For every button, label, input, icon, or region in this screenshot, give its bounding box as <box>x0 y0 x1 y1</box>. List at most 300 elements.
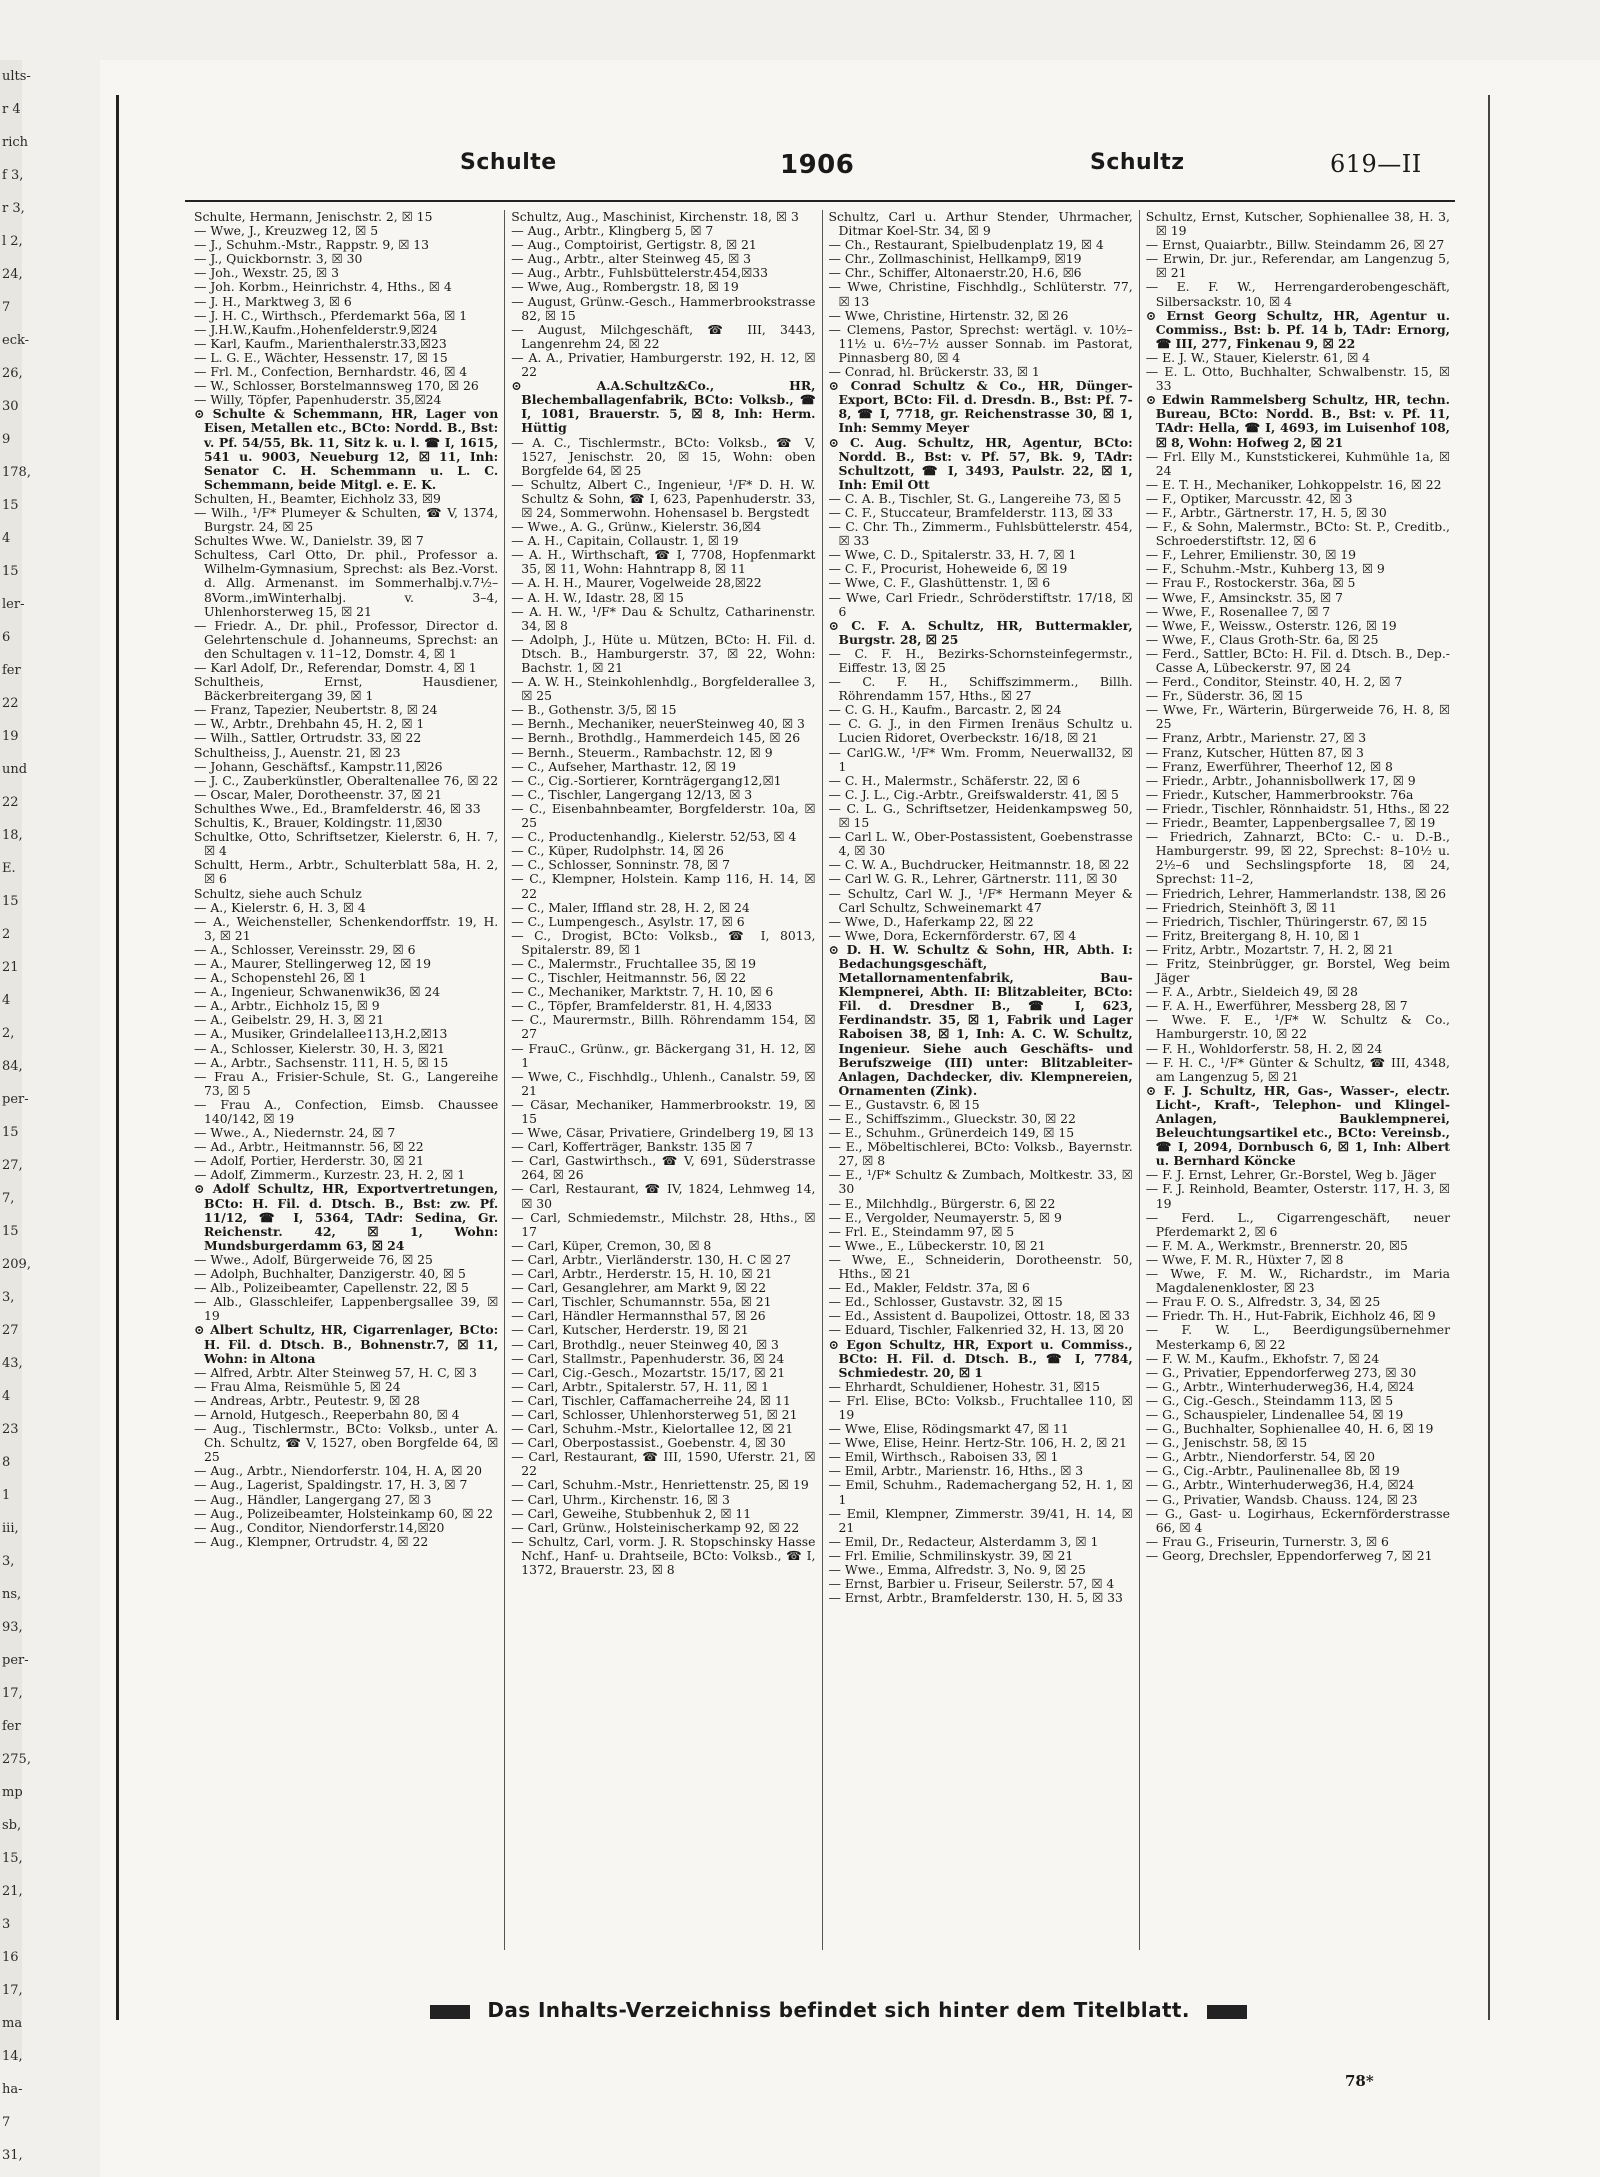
directory-entry: — Wwe, D., Haferkamp 22, ☒ 22 <box>828 913 1034 929</box>
prev-page-fragment: 4 <box>2 531 11 546</box>
directory-entry: — A. A., Privatier, Hamburgerstr. 192, H. 12, ☒ 22 <box>511 349 816 380</box>
directory-entry: ⊙ C. Aug. Schultz, HR, Agentur, BCto: Nordd. B., Bst: v. Pf. 57, Bk. 9, TAdr: Schultzott, ☎ I, 3493, Paulstr. 22, ☒ 1, Inh: Emil Ott <box>828 434 1133 492</box>
directory-entry: — Arnold, Hutgesch., Reeperbahn 80, ☒ 4 <box>194 1406 460 1422</box>
prev-page-fragment: 15 <box>2 498 19 513</box>
directory-entry: — Carl, Uhrm., Kirchenstr. 16, ☒ 3 <box>511 1491 730 1507</box>
prev-page-fragment: 3, <box>2 1554 15 1569</box>
directory-entry: ⊙ Albert Schultz, HR, Cigarrenlager, BCto: H. Fil. d. Dtsch. B., Bohnenstr.7, ☒ 11, Wohn: in Altona <box>194 1322 499 1366</box>
directory-entry: — Erwin, Dr. jur., Referendar, am Langenzug 5, ☒ 21 <box>1145 251 1450 281</box>
directory-entry: — Carl L. W., Ober-Postassistent, Goebenstrasse 4, ☒ 30 <box>828 829 1133 859</box>
directory-entry: — Frau A., Confection, Eimsb. Chaussee 140/142, ☒ 19 <box>194 1096 499 1126</box>
directory-entry: — Wwe, Carl Friedr., Schröderstiftstr. 17/18, ☒ 6 <box>828 589 1133 619</box>
directory-entry: — C. G. J., in den Firmen Irenäus Schultz u. Lucien Ridoret, Overbeckstr. 16/18, ☒ 21 <box>828 716 1133 746</box>
directory-entry: — J. C., Zauberkünstler, Oberaltenallee 76, ☒ 22 <box>194 772 499 788</box>
directory-entry: — A., Maurer, Stellingerweg 12, ☒ 19 <box>194 955 431 971</box>
directory-entry: — C., Lumpengesch., Asylstr. 17, ☒ 6 <box>511 913 745 929</box>
directory-entry: — J.H.W.,Kaufm.,Hohenfelderstr.9,☒24 <box>194 321 438 337</box>
directory-entry: — Wwe, J., Kreuzweg 12, ☒ 5 <box>194 223 379 239</box>
directory-entry: — G., Schauspieler, Lindenallee 54, ☒ 19 <box>1145 1406 1404 1422</box>
directory-entry: — A. H., Wirthschaft, ☎ I, 7708, Hopfenmarkt 35, ☒ 11, Wohn: Hahntrapp 8, ☒ 11 <box>511 547 816 577</box>
directory-entry: — F. H. C., ¹/F* Günter & Schultz, ☎ III, 4348, am Langenzug 5, ☒ 21 <box>1145 1054 1450 1084</box>
directory-entry: — Carl, Restaurant, ☎ IV, 1824, Lehmweg 14, ☒ 30 <box>511 1181 816 1211</box>
directory-entry: ⊙ Edwin Rammelsberg Schultz, HR, techn. Bureau, BCto: Nordd. B., Bst: v. Pf. 11, TAdr: Hella, ☎ I, 4693, im Luisenhof 108, ☒ 8, Wohn: Hofweg 2, ☒ 21 <box>1145 392 1450 450</box>
directory-entry: — C., Klempner, Holstein. Kamp 116, H. 14, ☒ 22 <box>511 871 816 901</box>
directory-entry: Schultes Wwe. W., Danielstr. 39, ☒ 7 <box>194 533 424 549</box>
directory-entry: — Friedr., Kutscher, Hammerbrookstr. 76a <box>1145 786 1414 802</box>
directory-entry: — Fritz, Steinbrügger, gr. Borstel, Weg beim Jäger <box>1145 955 1450 986</box>
directory-entry: — Ad., Arbtr., Heitmannstr. 56, ☒ 22 <box>194 1139 424 1155</box>
prev-page-fragment: 4 <box>2 1389 11 1404</box>
directory-entry: — Aug., Tischlermstr., BCto: Volksb., unter A. Ch. Schultz, ☎ V, 1527, oben Borgfelde 64, ☒ 25 <box>194 1421 499 1465</box>
directory-entry: — Carl, Cig.-Gesch., Mozartstr. 15/17, ☒ 21 <box>511 1364 786 1380</box>
prev-page-fragment: und <box>2 762 28 777</box>
page-right-edge <box>1488 95 1490 2020</box>
directory-entry: — Carl, Arbtr., Herderstr. 15, H. 10, ☒ 21 <box>511 1266 773 1282</box>
directory-entry: — A., Geibelstr. 29, H. 3, ☒ 21 <box>194 1012 385 1028</box>
prev-page-fragment: 4 <box>2 993 11 1008</box>
directory-entry: — Carl, Stallmstr., Papenhuderstr. 36, ☒ 24 <box>511 1350 785 1366</box>
directory-entry: — Andreas, Arbtr., Peutestr. 9, ☒ 28 <box>194 1392 420 1408</box>
prev-page-fragment: 8 <box>2 1455 11 1470</box>
directory-entry: — C., Drogist, BCto: Volksb., ☎ I, 8013, Spitalerstr. 89, ☒ 1 <box>511 927 816 957</box>
directory-entry: — Friedrich, Lehrer, Hammerlandstr. 138, ☒ 26 <box>1145 885 1447 901</box>
directory-entry: — F. H., Wohldorferstr. 58, H. 2, ☒ 24 <box>1145 1040 1383 1056</box>
directory-entry: — A. H. W., ¹/F* Dau & Schultz, Catharinenstr. 34, ☒ 8 <box>511 603 816 633</box>
directory-entry: — Adolf, Portier, Herderstr. 30, ☒ 21 <box>194 1153 425 1169</box>
directory-entry: — Carl, Küper, Cremon, 30, ☒ 8 <box>511 1237 712 1253</box>
directory-entry: — A., Schlosser, Kielerstr. 30, H. 3, ☒21 <box>194 1040 445 1056</box>
pointing-hand-icon <box>430 2005 470 2019</box>
directory-entry: — W., Schlosser, Borstelmannsweg 170, ☒ 26 <box>194 378 479 394</box>
directory-entry: — Emil, Arbtr., Marienstr. 16, Hths., ☒ 3 <box>828 1463 1084 1479</box>
directory-entry: — Frau G., Friseurin, Turnerstr. 3, ☒ 6 <box>1145 1533 1389 1549</box>
directory-entry: — Friedr., Arbtr., Johannisbollwerk 17, ☒ 9 <box>1145 772 1416 788</box>
directory-entry: — Karl, Kaufm., Marienthalerstr.33,☒23 <box>194 335 447 351</box>
prev-page-fragment: 9 <box>2 432 11 447</box>
prev-page-fragment: eck- <box>2 333 30 348</box>
directory-entry: — Alb., Glasschleifer, Lappenbergsallee 39, ☒ 19 <box>194 1294 499 1324</box>
prev-page-fragment: 2 <box>2 927 11 942</box>
prev-page-fragment: 30 <box>2 399 19 414</box>
prev-page-fragment: 14, <box>2 2049 23 2064</box>
directory-entry: — Frl. E., Steindamm 97, ☒ 5 <box>828 1223 1015 1239</box>
directory-entry: Schultess, Carl Otto, Dr. phil., Professor a. Wilhelm-Gymnasium, Sprechst: als Bez.-Vorst. d. Allg. Armenanst. im Sommerhalbj.v.7½–8Vorm.,imWinterhalbj. v. 3–4, Uhlenhorsterweg 15, ☒ 21 <box>194 547 499 619</box>
directory-entry: — G., Jenischstr. 58, ☒ 15 <box>1145 1435 1308 1451</box>
directory-entry: — Alb., Polizeibeamter, Capellenstr. 22, ☒ 5 <box>194 1280 469 1296</box>
directory-entry: — Clemens, Pastor, Sprechst: wertägl. v. 10½–11½ u. 6½–7½ ausser Sonnab. im Pastorat, Pinnasberg 80, ☒ 4 <box>828 321 1133 365</box>
directory-entry: — J. H., Marktweg 3, ☒ 6 <box>194 293 352 309</box>
prev-page-fragment: per- <box>2 1653 29 1668</box>
directory-entry: — Aug., Klempner, Ortrudstr. 4, ☒ 22 <box>194 1533 429 1549</box>
header-rule <box>185 200 1455 202</box>
directory-entry: — Carl, Händler Hermannsthal 57, ☒ 26 <box>511 1308 766 1324</box>
prev-page-fragment: 26, <box>2 366 23 381</box>
directory-entry: — Franz, Tapezier, Neubertstr. 8, ☒ 24 <box>194 702 438 718</box>
directory-entry: — Carl, Schuhm.-Mstr., Henriettenstr. 25, ☒ 19 <box>511 1477 809 1493</box>
prev-page-fragment: f 3, <box>2 168 24 183</box>
prev-page-fragment: 1 <box>2 1488 11 1503</box>
directory-entry: — August, Milchgeschäft, ☎ III, 3443, Langenrehm 24, ☒ 22 <box>511 321 816 351</box>
directory-entry: — Wilh., ¹/F* Plumeyer & Schulten, ☎ V, 1374, Burgstr. 24, ☒ 25 <box>194 504 499 535</box>
directory-entry: — C., Malermstr., Fruchtallee 35, ☒ 19 <box>511 955 756 971</box>
directory-entry: — FrauC., Grünw., gr. Bäckergang 31, H. 12, ☒ 1 <box>511 1040 816 1070</box>
directory-entry: — Fr., Süderstr. 36, ☒ 15 <box>1145 688 1303 704</box>
directory-columns <box>188 210 1456 1950</box>
directory-entry: — Franz, Kutscher, Hütten 87, ☒ 3 <box>1145 744 1364 760</box>
directory-entry: — Frau F. O. S., Alfredstr. 3, 34, ☒ 25 <box>1145 1294 1381 1310</box>
directory-entry: — Conrad, hl. Brückerstr. 33, ☒ 1 <box>828 364 1040 380</box>
directory-entry: — C. F., Stuccateur, Bramfelderstr. 113, ☒ 33 <box>828 504 1114 520</box>
prev-page-fragment: r 3, <box>2 201 25 216</box>
directory-entry: — Carl, Kutscher, Herderstr. 19, ☒ 21 <box>511 1322 749 1338</box>
prev-page-fragment: 43, <box>2 1356 23 1371</box>
directory-entry: — Wwe, Elise, Heinr. Hertz-Str. 106, H. 2, ☒ 21 <box>828 1435 1127 1451</box>
directory-entry: — F. W. M., Kaufm., Ekhofstr. 7, ☒ 24 <box>1145 1350 1380 1366</box>
directory-entry: — C., Maler, Iffland str. 28, H. 2, ☒ 24 <box>511 899 750 915</box>
directory-entry: — Aug., Arbtr., Klingberg 5, ☒ 7 <box>511 223 714 239</box>
previous-page-strip <box>0 60 31 2163</box>
prev-page-fragment: 22 <box>2 795 19 810</box>
directory-entry: — Frau F., Rostockerstr. 36a, ☒ 5 <box>1145 575 1356 591</box>
directory-entry: Schultheiss, J., Auenstr. 21, ☒ 23 <box>194 744 401 760</box>
directory-entry: — A., Weichensteller, Schenkendorffstr. 19, H. 3, ☒ 21 <box>194 913 499 943</box>
directory-entry: — Wwe, F. M. R., Hüxter 7, ☒ 8 <box>1145 1251 1344 1267</box>
prev-page-fragment: 6 <box>2 630 11 645</box>
directory-entry: — Carl, Grünw., Holsteinischerkamp 92, ☒ 22 <box>511 1519 800 1535</box>
directory-entry: — G., Arbtr., Niendorferstr. 54, ☒ 20 <box>1145 1449 1376 1465</box>
directory-entry: — Franz, Arbtr., Marienstr. 27, ☒ 3 <box>1145 730 1367 746</box>
directory-entry: — Frl. Emilie, Schmilinskystr. 39, ☒ 21 <box>828 1547 1074 1563</box>
directory-entry: — A., Arbtr., Eichholz 15, ☒ 9 <box>194 998 380 1014</box>
directory-entry: — Wwe, Aug., Rombergstr. 18, ☒ 19 <box>511 279 739 295</box>
directory-entry: — Frau A., Frisier-Schule, St. G., Langereihe 73, ☒ 5 <box>194 1068 499 1098</box>
directory-entry: ⊙ F. J. Schultz, HR, Gas-, Wasser-, electr. Licht-, Kraft-, Telephon- und Klingel-Anlagen, Bauklempnerei, Beleuchtungsartikel etc., BCto: Vereinsb., ☎ I, 2094, Dornbusch 6, ☒ 1, Inh: Albert u. Bernhard Köncke <box>1145 1082 1450 1169</box>
directory-entry: — Ch., Restaurant, Spielbudenplatz 19, ☒ 4 <box>828 237 1104 253</box>
directory-entry: — C., Töpfer, Bramfelderstr. 81, H. 4,☒33 <box>511 998 773 1014</box>
directory-entry: — Ferd. L., Cigarrengeschäft, neuer Pferdemarkt 2, ☒ 6 <box>1145 1209 1450 1239</box>
directory-entry: — Carl, Arbtr., Vierländerstr. 130, H. C ☒ 27 <box>511 1251 792 1267</box>
directory-entry: ⊙ D. H. W. Schultz & Sohn, HR, Abth. I: Bedachungsgeschäft, Metallornamentenfabrik, Bau-Klempnerei, Abth. II: Blitzableiter, BCto: Fil. d. Dresdner B., ☎ I, 623, Ferdinandstr. 35, ☒ 1, Fabrik und Lager Raboisen 38, ☒ 1, Inh: A. C. W. Schultz, Ingenieur. Siehe auch Geschäfts- und Berufszweige (III) unter: Blitzableiter-Anlagen, Dachdecker, div. Klempnereien, Ornamenten (Zink). <box>828 941 1133 1098</box>
directory-entry: — Emil, Dr., Redacteur, Alsterdamm 3, ☒ 1 <box>828 1533 1099 1549</box>
directory-entry: — Wwe, E., Schneiderin, Dorotheenstr. 50, Hths., ☒ 21 <box>828 1251 1133 1282</box>
directory-entry: — Schultz, Carl, vorm. J. R. Stopschinsky Hasse Nchf., Hanf- u. Drahtseile, BCto: Volksb., ☎ I, 1372, Brauerstr. 23, ☒ 8 <box>511 1533 816 1577</box>
page-edge-rule <box>116 95 119 2020</box>
directory-entry: — G., Arbtr., Winterhuderweg36, H.4, ☒24 <box>1145 1378 1415 1394</box>
directory-entry: — L. G. E., Wächter, Hessenstr. 17, ☒ 15 <box>194 349 448 365</box>
prev-page-fragment: sb, <box>2 1818 22 1833</box>
directory-entry: — F., Arbtr., Gärtnerstr. 17, H. 5, ☒ 30 <box>1145 504 1387 520</box>
directory-entry: — E., ¹/F* Schultz & Zumbach, Moltkestr. 33, ☒ 30 <box>828 1167 1133 1197</box>
directory-entry: — Wwe., E., Lübeckerstr. 10, ☒ 21 <box>828 1237 1046 1253</box>
directory-entry: — G., Cig.-Gesch., Steindamm 113, ☒ 5 <box>1145 1392 1394 1408</box>
prev-page-fragment: 23 <box>2 1422 19 1437</box>
directory-entry: — A. W. H., Steinkohlenhdlg., Borgfelderallee 3, ☒ 25 <box>511 674 816 704</box>
directory-entry: — Carl W. G. R., Lehrer, Gärtnerstr. 111, ☒ 30 <box>828 871 1118 887</box>
prev-page-fragment: 15 <box>2 1224 19 1239</box>
directory-entry: — E., Schuhm., Grünerdeich 149, ☒ 15 <box>828 1125 1075 1141</box>
directory-entry: — Joh., Wexstr. 25, ☒ 3 <box>194 265 339 281</box>
directory-entry: — Emil, Klempner, Zimmerstr. 39/41, H. 14, ☒ 21 <box>828 1505 1133 1535</box>
directory-entry: — A. H. H., Maurer, Vogelweide 28,☒22 <box>511 575 762 591</box>
directory-entry: — E., Vergolder, Neumayerstr. 5, ☒ 9 <box>828 1209 1062 1225</box>
directory-entry: — E., Möbeltischlerei, BCto: Volksb., Bayernstr. 27, ☒ 8 <box>828 1139 1133 1169</box>
column-2 <box>505 210 822 1950</box>
directory-entry: — Eduard, Tischler, Falkenried 32, H. 13, ☒ 20 <box>828 1322 1124 1338</box>
directory-entry: — W., Arbtr., Drehbahn 45, H. 2, ☒ 1 <box>194 716 425 732</box>
directory-entry: — G., Gast- u. Logirhaus, Eckernförderstrasse 66, ☒ 4 <box>1145 1505 1450 1535</box>
directory-entry: — Bernh., Steuerm., Rambachstr. 12, ☒ 9 <box>511 744 773 760</box>
directory-entry: — C., Eisenbahnbeamter, Borgfelderstr. 10a, ☒ 25 <box>511 800 816 831</box>
directory-entry: — Cäsar, Mechaniker, Hammerbrookstr. 19, ☒ 15 <box>511 1096 816 1126</box>
directory-entry: — Wwe, Elise, Rödingsmarkt 47, ☒ 11 <box>828 1421 1069 1437</box>
directory-entry: — A., Arbtr., Sachsenstr. 111, H. 5, ☒ 15 <box>194 1054 449 1070</box>
directory-entry: — Fritz, Breitergang 8, H. 10, ☒ 1 <box>1145 927 1361 943</box>
directory-entry: Schultz, Carl u. Arthur Stender, Uhrmacher, Ditmar Koel-Str. 34, ☒ 9 <box>828 209 1133 239</box>
directory-entry: — C. W. A., Buchdrucker, Heitmannstr. 18, ☒ 22 <box>828 857 1130 873</box>
directory-entry: — A. C., Tischlermstr., BCto: Volksb., ☎ V, 1527, Jenischstr. 20, ☒ 15, Wohn: oben Borgfelde 64, ☒ 25 <box>511 434 816 478</box>
prev-page-fragment: 21, <box>2 1884 23 1899</box>
prev-page-fragment: E. <box>2 861 16 876</box>
prev-page-fragment: mp <box>2 1785 23 1800</box>
directory-entry: — Oscar, Maler, Dorotheenstr. 37, ☒ 21 <box>194 786 443 802</box>
directory-entry: — F., Optiker, Marcusstr. 42, ☒ 3 <box>1145 490 1353 506</box>
prev-page-fragment: 27 <box>2 1323 19 1338</box>
prev-page-fragment: 15, <box>2 1851 23 1866</box>
directory-entry: — Schultz, Albert C., Ingenieur, ¹/F* D. H. W. Schultz & Sohn, ☎ I, 623, Papenhuderstr. 33, ☒ 24, Sommerwohn. Hohensasel b. Bergstedt <box>511 476 816 520</box>
prev-page-fragment: iii, <box>2 1521 19 1536</box>
directory-entry: — J., Schuhm.-Mstr., Rappstr. 9, ☒ 13 <box>194 237 430 253</box>
directory-entry: — Schultz, Carl W. J., ¹/F* Hermann Meyer & Carl Schultz, Schweinemarkt 47 <box>828 885 1133 915</box>
directory-entry: — Carl, Gastwirthsch., ☎ V, 691, Süderstrasse 264, ☒ 26 <box>511 1153 816 1183</box>
directory-entry: — F., & Sohn, Malermstr., BCto: St. P., Creditb., Schroederstiftstr. 12, ☒ 6 <box>1145 519 1450 549</box>
directory-entry: Schulte, Hermann, Jenischstr. 2, ☒ 15 <box>194 209 433 224</box>
prev-page-fragment: fer <box>2 663 21 678</box>
directory-entry: — E. J. W., Stauer, Kielerstr. 61, ☒ 4 <box>1145 349 1370 365</box>
directory-entry: — Carl, Arbtr., Spitalerstr. 57, H. 11, ☒ 1 <box>511 1378 770 1394</box>
directory-entry: — C., Tischler, Heitmannstr. 56, ☒ 22 <box>511 970 747 986</box>
directory-entry: — A., Ingenieur, Schwanenwik36, ☒ 24 <box>194 984 441 1000</box>
directory-entry: — E., Milchhdlg., Bürgerstr. 6, ☒ 22 <box>828 1195 1056 1211</box>
directory-entry: — Wwe, Cäsar, Privatiere, Grindelberg 19, ☒ 13 <box>511 1125 814 1141</box>
directory-entry: — Ernst, Arbtr., Bramfelderstr. 130, H. 5, ☒ 33 <box>828 1590 1123 1606</box>
prev-page-fragment: 7 <box>2 2115 11 2130</box>
directory-entry: Schultt, Herm., Arbtr., Schulterblatt 58a, H. 2, ☒ 6 <box>194 857 499 887</box>
directory-entry: — Willy, Töpfer, Papenhuderstr. 35,☒24 <box>194 392 442 408</box>
directory-entry: — Wwe, F., Claus Groth-Str. 6a, ☒ 25 <box>1145 631 1379 647</box>
prev-page-fragment: ha- <box>2 2082 23 2097</box>
prev-page-fragment: 19 <box>2 729 19 744</box>
directory-entry: — A., Schopenstehl 26, ☒ 1 <box>194 970 367 986</box>
directory-entry: — A., Musiker, Grindelallee113,H.2,☒13 <box>194 1026 448 1042</box>
prev-page-fragment: 3, <box>2 1290 15 1305</box>
prev-page-fragment: ler- <box>2 597 25 612</box>
prev-page-fragment: 209, <box>2 1257 31 1272</box>
prev-page-fragment: 27, <box>2 1158 23 1173</box>
directory-entry: — G., Buchhalter, Sophienallee 40, H. 6, ☒ 19 <box>1145 1421 1434 1437</box>
directory-entry: — Fritz, Arbtr., Mozartstr. 7, H. 2, ☒ 21 <box>1145 941 1394 957</box>
prev-page-fragment: 15 <box>2 894 19 909</box>
directory-entry: — Aug., Arbtr., Fuhlsbüttelerstr.454,☒33 <box>511 265 769 281</box>
directory-entry: — Joh. Korbm., Heinrichstr. 4, Hths., ☒ 4 <box>194 279 452 295</box>
directory-entry: — Wwe, F., Rosenallee 7, ☒ 7 <box>1145 603 1331 619</box>
directory-entry: — Chr., Zollmaschinist, Hellkamp9, ☒19 <box>828 251 1082 267</box>
directory-entry: ⊙ Conrad Schultz & Co., HR, Dünger-Export, BCto: Fil. d. Dresdn. B., Bst: Pf. 7-8, ☎ I, 7718, gr. Reichenstrasse 30, ☒ 1, Inh: Semmy Meyer <box>828 378 1133 436</box>
directory-entry: — Aug., Arbtr., alter Steinweg 45, ☒ 3 <box>511 251 752 267</box>
column-4 <box>1140 210 1456 1950</box>
directory-entry: — C. L. G., Schriftsetzer, Heidenkampsweg 50, ☒ 15 <box>828 800 1133 831</box>
directory-entry: — Wwe., Emma, Alfredstr. 3, No. 9, ☒ 25 <box>828 1562 1086 1577</box>
directory-entry: Schultke, Otto, Schriftsetzer, Kielerstr. 6, H. 7, ☒ 4 <box>194 829 499 859</box>
directory-entry: — Carl, Schmiedemstr., Milchstr. 28, Hths., ☒ 17 <box>511 1209 816 1239</box>
directory-entry: — Wwe, Dora, Eckernförderstr. 67, ☒ 4 <box>828 927 1077 943</box>
directory-entry: — Carl, Schlosser, Uhlenhorsterweg 51, ☒ 21 <box>511 1406 798 1422</box>
directory-entry: — Friedr. Th. H., Hut-Fabrik, Eichholz 46, ☒ 9 <box>1145 1308 1436 1324</box>
prev-page-fragment: r 4 <box>2 102 21 117</box>
directory-entry: — Emil, Schuhm., Rademachergang 52, H. 1, ☒ 1 <box>828 1477 1133 1507</box>
directory-entry: — Wwe, C. F., Glashüttenstr. 1, ☒ 6 <box>828 575 1051 591</box>
directory-entry: — C., Aufseher, Marthastr. 12, ☒ 19 <box>511 758 736 774</box>
directory-entry: — A., Schlosser, Vereinsstr. 29, ☒ 6 <box>194 941 416 957</box>
directory-entry: — Aug., Polizeibeamter, Holsteinkamp 60, ☒ 22 <box>194 1505 494 1521</box>
directory-entry: — Ed., Makler, Feldstr. 37a, ☒ 6 <box>828 1280 1030 1296</box>
directory-entry: ⊙ Ernst Georg Schultz, HR, Agentur u. Commiss., Bst: b. Pf. 14 b, TAdr: Ernorg, ☎ III, 277, Finkenau 9, ☒ 22 <box>1145 307 1450 351</box>
prev-page-fragment: 17, <box>2 1686 23 1701</box>
directory-entry: — C., Cig.-Sortierer, Kornträgergang12,☒1 <box>511 772 782 788</box>
directory-entry: — Wwe. F. E., ¹/F* W. Schultz & Co., Hamburgerstr. 10, ☒ 22 <box>1145 1012 1450 1042</box>
directory-entry: — C., Küper, Rudolphstr. 14, ☒ 26 <box>511 843 724 859</box>
directory-entry: — Wwe, C. D., Spitalerstr. 33, H. 7, ☒ 1 <box>828 547 1077 563</box>
directory-entry: Schultz, Ernst, Kutscher, Sophienallee 38, H. 3, ☒ 19 <box>1145 209 1450 239</box>
header-year: 1906 <box>780 150 855 180</box>
directory-entry: — F., Schuhm.-Mstr., Kuhberg 13, ☒ 9 <box>1145 561 1385 577</box>
directory-entry: — F. J. Ernst, Lehrer, Gr.-Borstel, Weg b. Jäger <box>1145 1167 1436 1183</box>
prev-page-fragment: 18, <box>2 828 23 843</box>
directory-entry: — C., Productenhandlg., Kielerstr. 52/53, ☒ 4 <box>511 829 797 845</box>
directory-entry: — J. H. C., Wirthsch., Pferdemarkt 56a, ☒ 1 <box>194 307 468 323</box>
prev-page-fragment: 15 <box>2 1125 19 1140</box>
directory-entry: — E. F. W., Herrengarderobengeschäft, Silbersackstr. 10, ☒ 4 <box>1145 279 1450 309</box>
pointing-hand-icon <box>1207 2005 1247 2019</box>
prev-page-fragment: l 2, <box>2 234 23 249</box>
directory-entry: — Aug., Händler, Langergang 27, ☒ 3 <box>194 1491 432 1507</box>
directory-entry: — Carl, Gesanglehrer, am Markt 9, ☒ 22 <box>511 1280 767 1296</box>
signature-mark: 78* <box>1345 2072 1374 2090</box>
directory-entry: — C. F. H., Schiffszimmerm., Billh. Röhrendamm 157, Hths., ☒ 27 <box>828 674 1133 704</box>
prev-page-fragment: 7, <box>2 1191 15 1206</box>
directory-entry: — Aug., Conditor, Niendorferstr.14,☒20 <box>194 1519 445 1535</box>
directory-entry: ⊙ Schulte & Schemmann, HR, Lager von Eisen, Metallen etc., BCto: Nordd. B., Bst: v. Pf. 54/55, Bk. 11, Sitz k. u. l. ☎ I, 1615, 541 u. 9003, Neueburg 12, ☒ 11, Inh: Senator C. H. Schemmann u. L. C. Schemmann, beide Mitgl. e. E. K. <box>194 406 499 492</box>
directory-entry: — Wwe, Christine, Fischhdlg., Schlüterstr. 77, ☒ 13 <box>828 279 1133 309</box>
prev-page-fragment: 24, <box>2 267 23 282</box>
directory-entry: — G., Privatier, Eppendorferweg 273, ☒ 30 <box>1145 1364 1417 1380</box>
directory-entry: — Carl, Tischler, Caffamacherreihe 24, ☒ 11 <box>511 1392 791 1408</box>
prev-page-fragment: 2, <box>2 1026 15 1041</box>
directory-entry: — Carl, Schuhm.-Mstr., Kielortallee 12, ☒ 21 <box>511 1421 794 1437</box>
directory-entry: — Alfred, Arbtr. Alter Steinweg 57, H. C, ☒ 3 <box>194 1364 477 1380</box>
prev-page-fragment: fer <box>2 1719 21 1734</box>
prev-page-fragment: per- <box>2 1092 29 1107</box>
prev-page-fragment: ma <box>2 2016 23 2031</box>
directory-entry: — Adolph, J., Hüte u. Mützen, BCto: H. Fil. d. Dtsch. B., Hamburgerstr. 37, ☒ 22, Wohn: Bachstr. 1, ☒ 21 <box>511 631 816 675</box>
prev-page-fragment: 16 <box>2 1950 19 1965</box>
directory-entry: — Carl, Restaurant, ☎ III, 1590, Uferstr. 21, ☒ 22 <box>511 1449 816 1479</box>
directory-entry: — Ernst, Barbier u. Friseur, Seilerstr. 57, ☒ 4 <box>828 1576 1115 1592</box>
directory-entry: Schultheis, Ernst, Hausdiener, Bäckerbreitergang 39, ☒ 1 <box>194 674 499 704</box>
directory-entry: — Aug., Comptoirist, Gertigstr. 8, ☒ 21 <box>511 237 757 253</box>
directory-entry: — Ehrhardt, Schuldiener, Hohestr. 31, ☒15 <box>828 1378 1101 1394</box>
directory-entry: — E., Gustavstr. 6, ☒ 15 <box>828 1096 980 1112</box>
prev-page-fragment: 17, <box>2 1983 23 1998</box>
directory-entry: — Johann, Geschäftsf., Kampstr.11,☒26 <box>194 758 443 774</box>
directory-entry: — Carl, Oberpostassist., Goebenstr. 4, ☒ 30 <box>511 1435 786 1451</box>
directory-entry: — B., Gothenstr. 3/5, ☒ 15 <box>511 702 677 718</box>
directory-entry: — Frl. Elly M., Kunststickerei, Kuhmühle 1a, ☒ 24 <box>1145 448 1450 478</box>
directory-entry: — Ferd., Conditor, Steinstr. 40, H. 2, ☒ 7 <box>1145 674 1403 690</box>
directory-entry: — Frau Alma, Reismühle 5, ☒ 24 <box>194 1378 401 1394</box>
prev-page-fragment: 275, <box>2 1752 31 1767</box>
directory-entry: — Wwe, Fr., Wärterin, Bürgerweide 76, H. 8, ☒ 25 <box>1145 702 1450 732</box>
footer-text: Das Inhalts-Verzeichniss befindet sich hinter dem Titelblatt. <box>487 1998 1190 2022</box>
prev-page-fragment: 22 <box>2 696 19 711</box>
directory-entry: — Franz, Ewerführer, Theerhof 12, ☒ 8 <box>1145 758 1393 774</box>
directory-entry: — Ed., Assistent d. Baupolizei, Ottostr. 18, ☒ 33 <box>828 1308 1130 1324</box>
directory-entry: Schultis, K., Brauer, Koldingstr. 11,☒30 <box>194 815 443 831</box>
prev-page-fragment: 93, <box>2 1620 23 1635</box>
directory-entry: — Bernh., Brothdlg., Hammerdeich 145, ☒ 26 <box>511 730 801 746</box>
directory-entry: — C. A. B., Tischler, St. G., Langereihe 73, ☒ 5 <box>828 490 1122 506</box>
directory-entry: — Adolf, Zimmerm., Kurzestr. 23, H. 2, ☒ 1 <box>194 1167 466 1183</box>
directory-entry: — Ernst, Quaiarbtr., Billw. Steindamm 26, ☒ 27 <box>1145 237 1445 253</box>
directory-entry: — A. H., Capitain, Collaustr. 1, ☒ 19 <box>511 533 739 549</box>
directory-entry: — Aug., Lagerist, Spaldingstr. 17, H. 3, ☒ 7 <box>194 1477 468 1493</box>
directory-entry: — F. M. A., Werkmstr., Brennerstr. 20, ☒5 <box>1145 1237 1408 1253</box>
directory-entry: — F. A. H., Ewerführer, Messberg 28, ☒ 7 <box>1145 998 1408 1014</box>
page-number: 619—II <box>1330 150 1422 178</box>
directory-entry: ⊙ C. F. A. Schultz, HR, Buttermakler, Burgstr. 28, ☒ 25 <box>828 617 1133 647</box>
directory-entry: — Karl Adolf, Dr., Referendar, Domstr. 4, ☒ 1 <box>194 660 477 675</box>
directory-entry: — Chr., Schiffer, Altonaerstr.20, H.6, ☒6 <box>828 265 1082 281</box>
directory-entry: Schulthes Wwe., Ed., Bramfelderstr. 46, ☒ 33 <box>194 800 481 816</box>
header-right-word: Schultz <box>1090 150 1185 175</box>
directory-entry: — E. T. H., Mechaniker, Lohkoppelstr. 16, ☒ 22 <box>1145 476 1442 492</box>
directory-entry: — Georg, Drechsler, Eppendorferweg 7, ☒ 21 <box>1145 1547 1433 1563</box>
directory-entry: — Wwe, F. M. W., Richardstr., im Maria Magdalenenkloster, ☒ 23 <box>1145 1266 1450 1296</box>
directory-entry: Schultz, Aug., Maschinist, Kirchenstr. 18, ☒ 3 <box>511 209 799 224</box>
directory-entry: — Bernh., Mechaniker, neuerSteinweg 40, ☒ 3 <box>511 716 805 732</box>
prev-page-fragment: 7 <box>2 300 11 315</box>
directory-entry: — CarlG.W., ¹/F* Wm. Fromm, Neuerwall32, ☒ 1 <box>828 744 1133 774</box>
directory-entry: ⊙ Adolf Schultz, HR, Exportvertretungen, BCto: H. Fil. d. Dtsch. B., Bst: zw. Pf. 11/12, ☎ I, 5364, TAdr: Sedina, Gr. Reichenstr. 42, ☒ 1, Wohn: Mundsburgerdamm 63, ☒ 24 <box>194 1181 499 1253</box>
directory-entry: — Carl, Tischler, Schumannstr. 55a, ☒ 21 <box>511 1294 772 1310</box>
directory-entry: — A., Kielerstr. 6, H. 3, ☒ 4 <box>194 899 366 915</box>
column-1 <box>188 210 505 1950</box>
directory-entry: — Friedr., Beamter, Lappenbergsallee 7, ☒ 19 <box>1145 815 1436 831</box>
directory-entry: ⊙ A.A.Schultz&Co., HR, Blechemballagenfabrik, BCto: Volksb., ☎ I, 1081, Brauerstr. 5, ☒ 8, Inh: Herm. Hüttig <box>511 378 816 436</box>
directory-entry: — C., Tischler, Langergang 12/13, ☒ 3 <box>511 786 753 802</box>
prev-page-fragment: 15 <box>2 564 19 579</box>
prev-page-fragment: rich <box>2 135 29 150</box>
directory-entry: — C., Schlosser, Sonninstr. 78, ☒ 7 <box>511 857 730 873</box>
directory-entry: — Friedrich, Zahnarzt, BCto: C.- u. D.-B., Hamburgerstr. 99, ☒ 22, Sprechst: 8–10½ u. 2½–6 und Sechslingspforte 18, ☒ 24, Sprechst: 11–2, <box>1145 829 1450 887</box>
directory-entry: — C., Maurermstr., Billh. Röhrendamm 154, ☒ 27 <box>511 1012 816 1042</box>
prev-page-fragment: ults- <box>2 69 31 84</box>
directory-entry: Schultz, siehe auch Schulz <box>194 885 362 901</box>
footer-note <box>420 1998 1320 2028</box>
directory-entry: — A. H. W., Idastr. 28, ☒ 15 <box>511 589 684 605</box>
directory-entry: Schulten, H., Beamter, Eichholz 33, ☒9 <box>194 490 441 506</box>
directory-entry: — F. A., Arbtr., Sieldeich 49, ☒ 28 <box>1145 984 1358 1000</box>
directory-entry: — G., Privatier, Wandsb. Chauss. 124, ☒ 23 <box>1145 1491 1418 1507</box>
